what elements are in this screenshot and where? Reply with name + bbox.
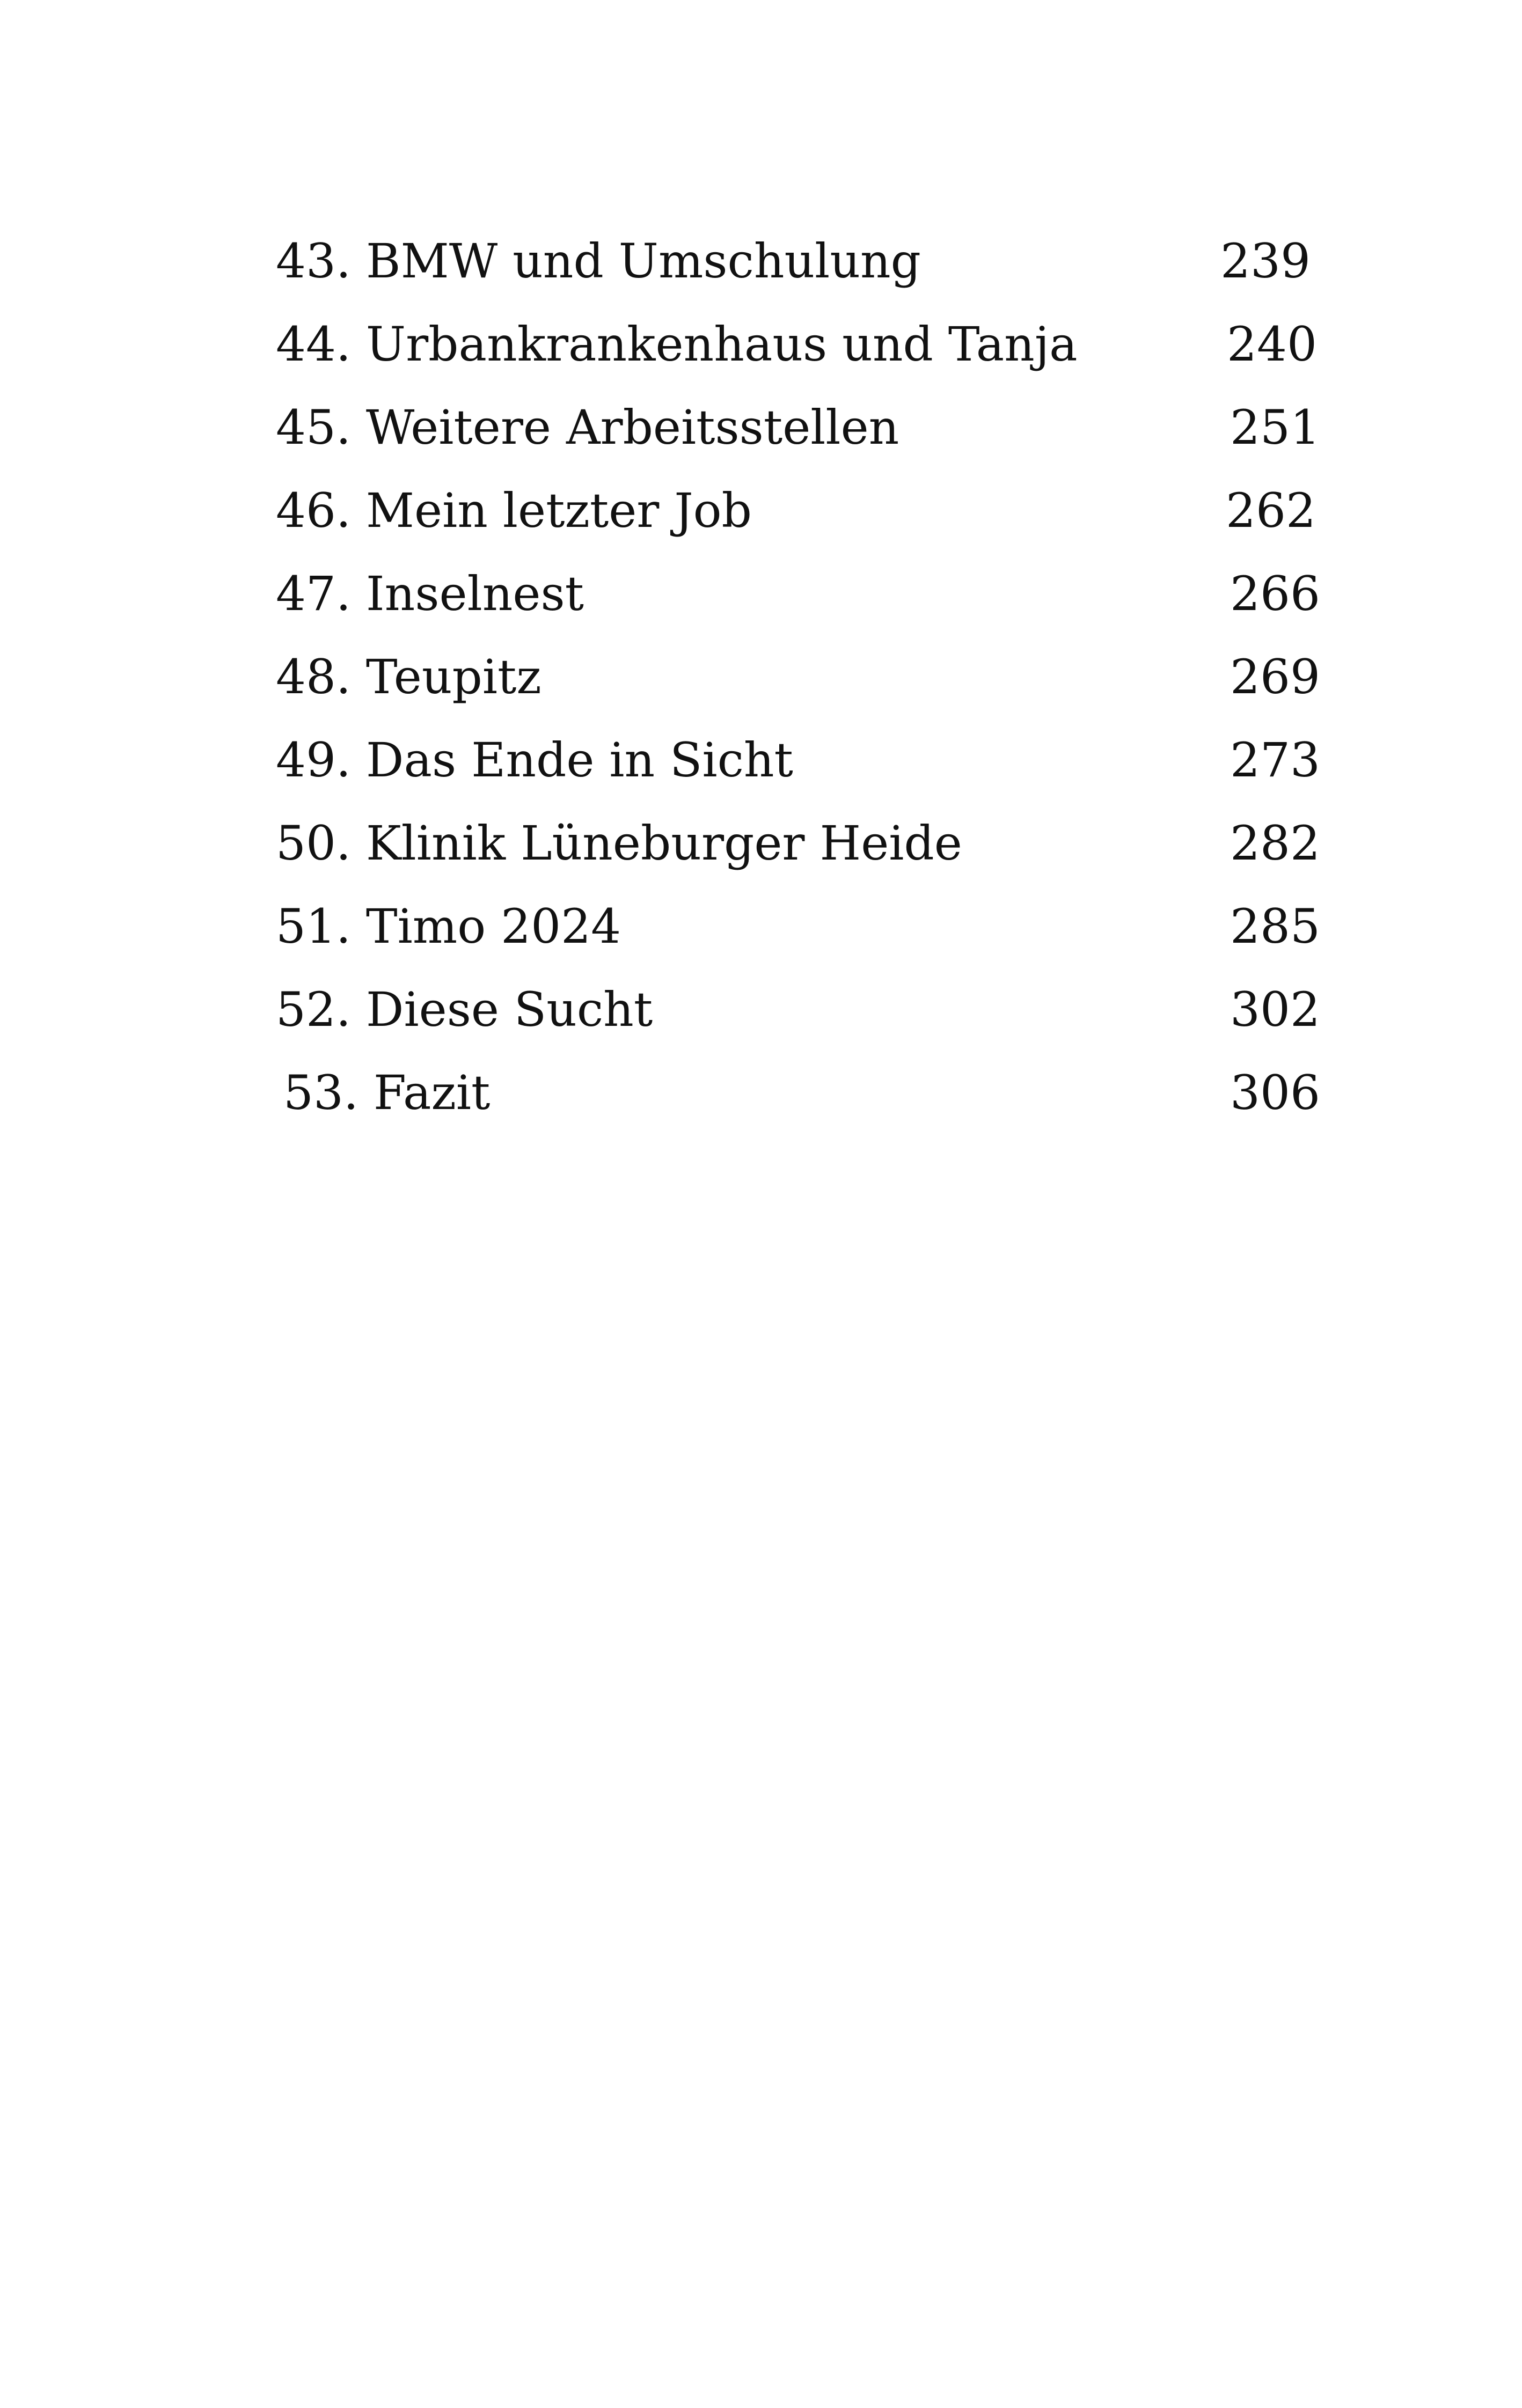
toc-entry-page-number: 266	[1230, 566, 1320, 621]
toc-entry	[0, 469, 1522, 552]
toc-entry-page-number: 285	[1230, 899, 1320, 954]
toc-entry-page-number: 262	[1226, 483, 1316, 538]
toc-entry	[0, 303, 1522, 386]
toc-entry	[0, 802, 1522, 885]
toc-entry	[0, 219, 1522, 303]
toc-entry-title: 44. Urbankrankenhaus und Tanja	[276, 317, 1078, 372]
toc-entry-page-number: 251	[1230, 400, 1320, 455]
toc-entry-title: 48. Teupitz	[276, 649, 542, 704]
toc-entry-title: 53. Fazit	[283, 1065, 491, 1120]
toc-entry-title: 51. Timo 2024	[276, 899, 621, 954]
toc-entry-page-number: 240	[1227, 317, 1317, 372]
toc-entry	[0, 386, 1522, 469]
toc-entry-page-number: 282	[1230, 816, 1320, 871]
toc-entry-title: 49. Das Ende in Sicht	[276, 732, 793, 788]
toc-entry-title: 47. Inselnest	[276, 566, 584, 621]
toc-entry	[0, 718, 1522, 802]
toc-entry-page-number: 302	[1230, 982, 1320, 1037]
toc-entry	[0, 552, 1522, 635]
toc-entry-page-number: 273	[1230, 732, 1320, 788]
toc-entry	[0, 1051, 1522, 1134]
toc-entry-title: 52. Diese Sucht	[276, 982, 653, 1037]
toc-entry-page-number: 269	[1230, 649, 1320, 704]
toc-entry-title: 50. Klinik Lüneburger Heide	[276, 816, 962, 871]
toc-entry	[0, 885, 1522, 968]
toc-entry-page-number: 306	[1230, 1065, 1320, 1120]
toc-entry-page-number: 239	[1220, 233, 1311, 289]
toc-entry	[0, 635, 1522, 718]
toc-entry-title: 45. Weitere Arbeitsstellen	[276, 400, 899, 455]
toc-entry-title: 46. Mein letzter Job	[276, 483, 752, 538]
toc-entry	[0, 968, 1522, 1051]
toc-entry-title: 43. BMW und Umschulung	[276, 233, 921, 289]
